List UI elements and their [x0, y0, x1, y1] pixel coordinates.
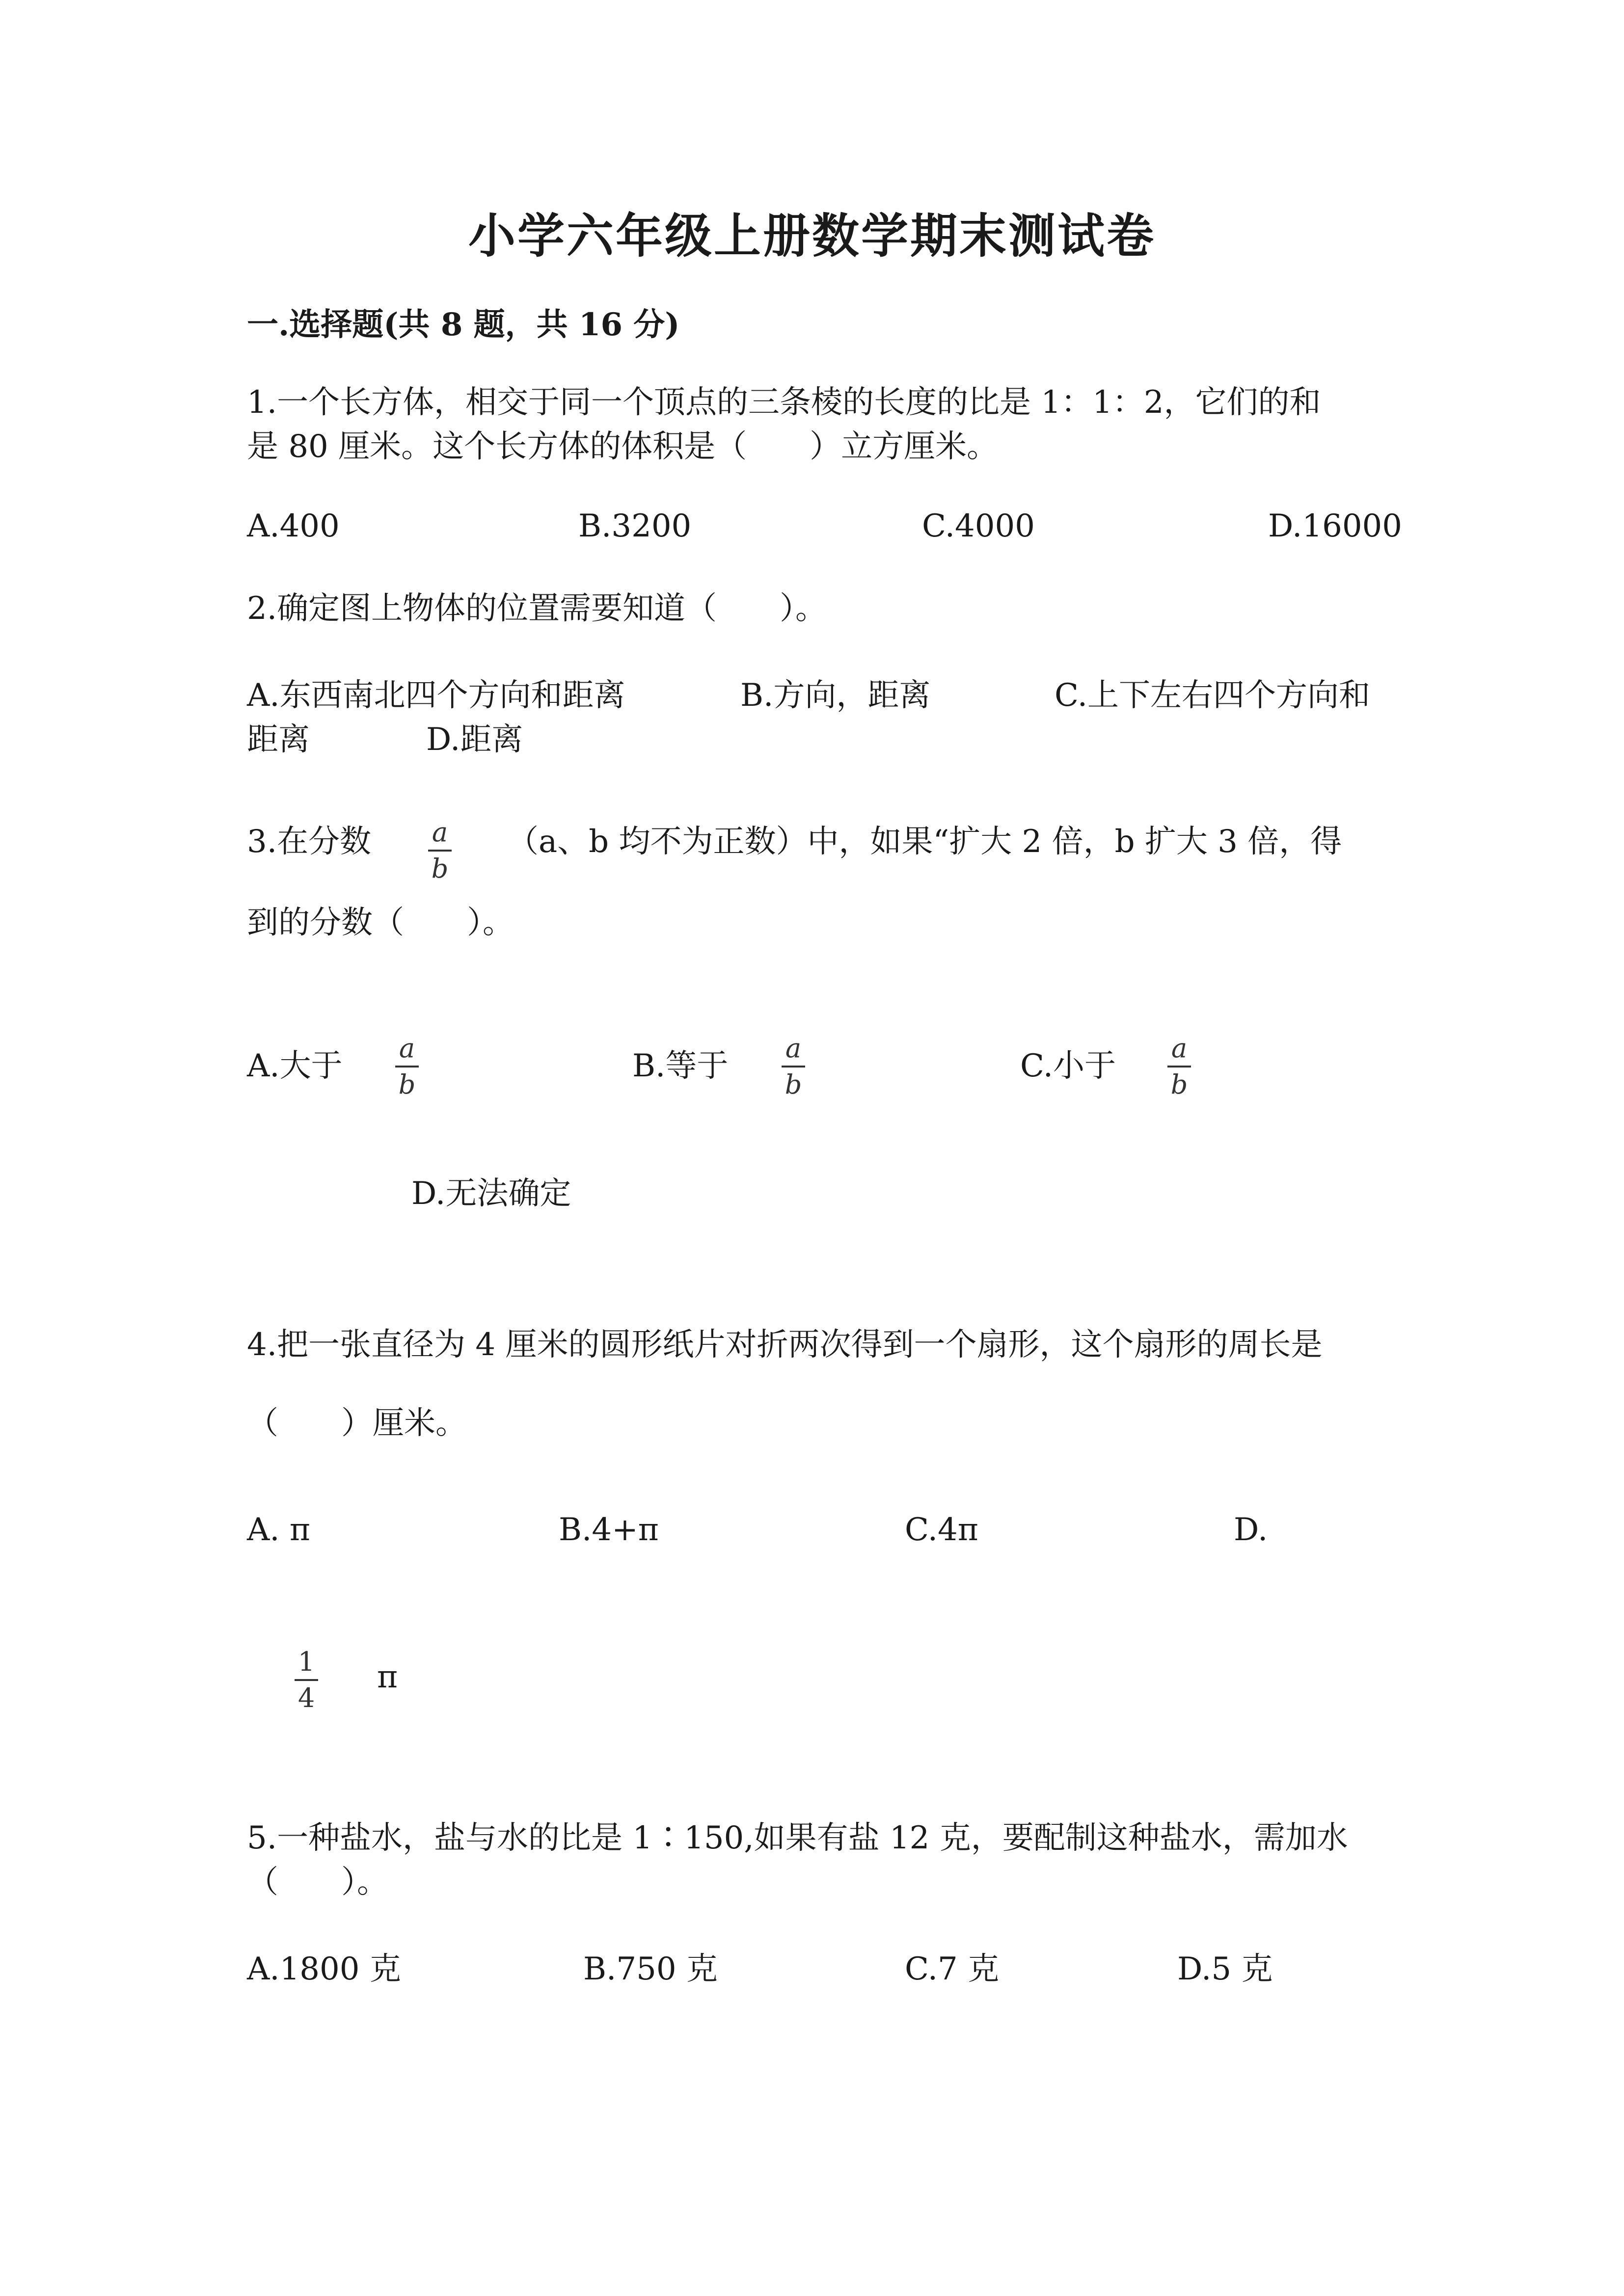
page-title: 小学六年级上册数学期末测试卷	[468, 208, 1156, 264]
question-5-option-c: C.7 克	[905, 1951, 1000, 1987]
fraction-denominator: b	[431, 853, 449, 884]
question-5-option-a: A.1800 克	[247, 1951, 401, 1987]
question-3-option-d: D.无法确定	[411, 1175, 571, 1212]
question-2-option-b: B.方向，距离	[740, 677, 931, 714]
question-3-suffix: （a、b 均不为正数）中，如果“扩大 2 倍，b 扩大 3 倍，得	[507, 824, 1342, 860]
question-3-line-2: 到的分数（ ）。	[247, 905, 514, 941]
fraction-denominator: b	[398, 1069, 416, 1100]
fraction-denominator: 4	[298, 1682, 315, 1713]
question-4-line-1: 4.把一张直径为 4 厘米的圆形纸片对折两次得到一个扇形，这个扇形的周长是	[247, 1327, 1323, 1363]
question-3-option-c-fraction	[1167, 1033, 1191, 1100]
question-2-option-c: C.上下左右四个方向和	[1055, 677, 1371, 714]
question-1-option-d: D.16000	[1268, 508, 1402, 544]
fraction-bar	[295, 1679, 318, 1681]
question-2-option-d: D.距离	[426, 721, 523, 758]
question-5-option-b: B.750 克	[583, 1951, 718, 1987]
question-3-option-a: A.大于	[247, 1048, 343, 1084]
question-3-option-a-fraction	[395, 1033, 419, 1100]
fraction-numerator: a	[1171, 1033, 1188, 1064]
question-5-line-1: 5.一种盐水，盐与水的比是 1∶150,如果有盐 12 克，要配制这种盐水，需加水	[247, 1820, 1348, 1856]
question-4-option-a: A. π	[247, 1512, 310, 1548]
fraction-numerator: a	[399, 1033, 415, 1064]
question-1-option-a: A.400	[247, 508, 340, 544]
question-3-option-c: C.小于	[1020, 1048, 1116, 1084]
question-5-option-d: D.5 克	[1177, 1951, 1273, 1987]
question-2-option-c-continued: 距离	[247, 721, 310, 758]
fraction-numerator: 1	[298, 1646, 315, 1677]
question-3-fraction	[428, 817, 452, 884]
question-1-option-b: B.3200	[578, 508, 692, 544]
fraction-bar	[395, 1066, 419, 1068]
question-4-option-d-fraction	[295, 1647, 318, 1713]
question-4-option-c: C.4π	[905, 1512, 978, 1548]
fraction-numerator: a	[432, 817, 448, 848]
question-3-option-b: B.等于	[632, 1048, 729, 1084]
question-1-line-2: 是 80 厘米。这个长方体的体积是（ ）立方厘米。	[247, 428, 999, 465]
question-5-line-2: （ ）。	[247, 1864, 388, 1900]
fraction-bar	[782, 1066, 805, 1068]
question-2-option-a: A.东西南北四个方向和距离	[247, 677, 625, 714]
question-4-option-d: D.	[1234, 1512, 1268, 1548]
section-heading: 一.选择题(共 8 题，共 16 分)	[247, 306, 680, 343]
question-1-option-c: C.4000	[922, 508, 1035, 544]
question-4-line-2: （ ）厘米。	[247, 1405, 467, 1442]
question-2-line-1: 2.确定图上物体的位置需要知道（ ）。	[247, 590, 827, 627]
question-1-line-1: 1.一个长方体，相交于同一个顶点的三条棱的长度的比是 1：1：2，它们的和	[247, 384, 1321, 421]
fraction-denominator: b	[1170, 1069, 1188, 1100]
fraction-denominator: b	[785, 1069, 802, 1100]
fraction-numerator: a	[785, 1033, 802, 1064]
question-3-option-b-fraction	[782, 1033, 805, 1100]
fraction-bar	[428, 850, 452, 852]
question-4-option-b: B.4+π	[559, 1512, 659, 1548]
question-4-option-d-pi: π	[377, 1659, 398, 1695]
fraction-bar	[1167, 1066, 1191, 1068]
question-3-prefix: 3.在分数	[247, 824, 372, 860]
